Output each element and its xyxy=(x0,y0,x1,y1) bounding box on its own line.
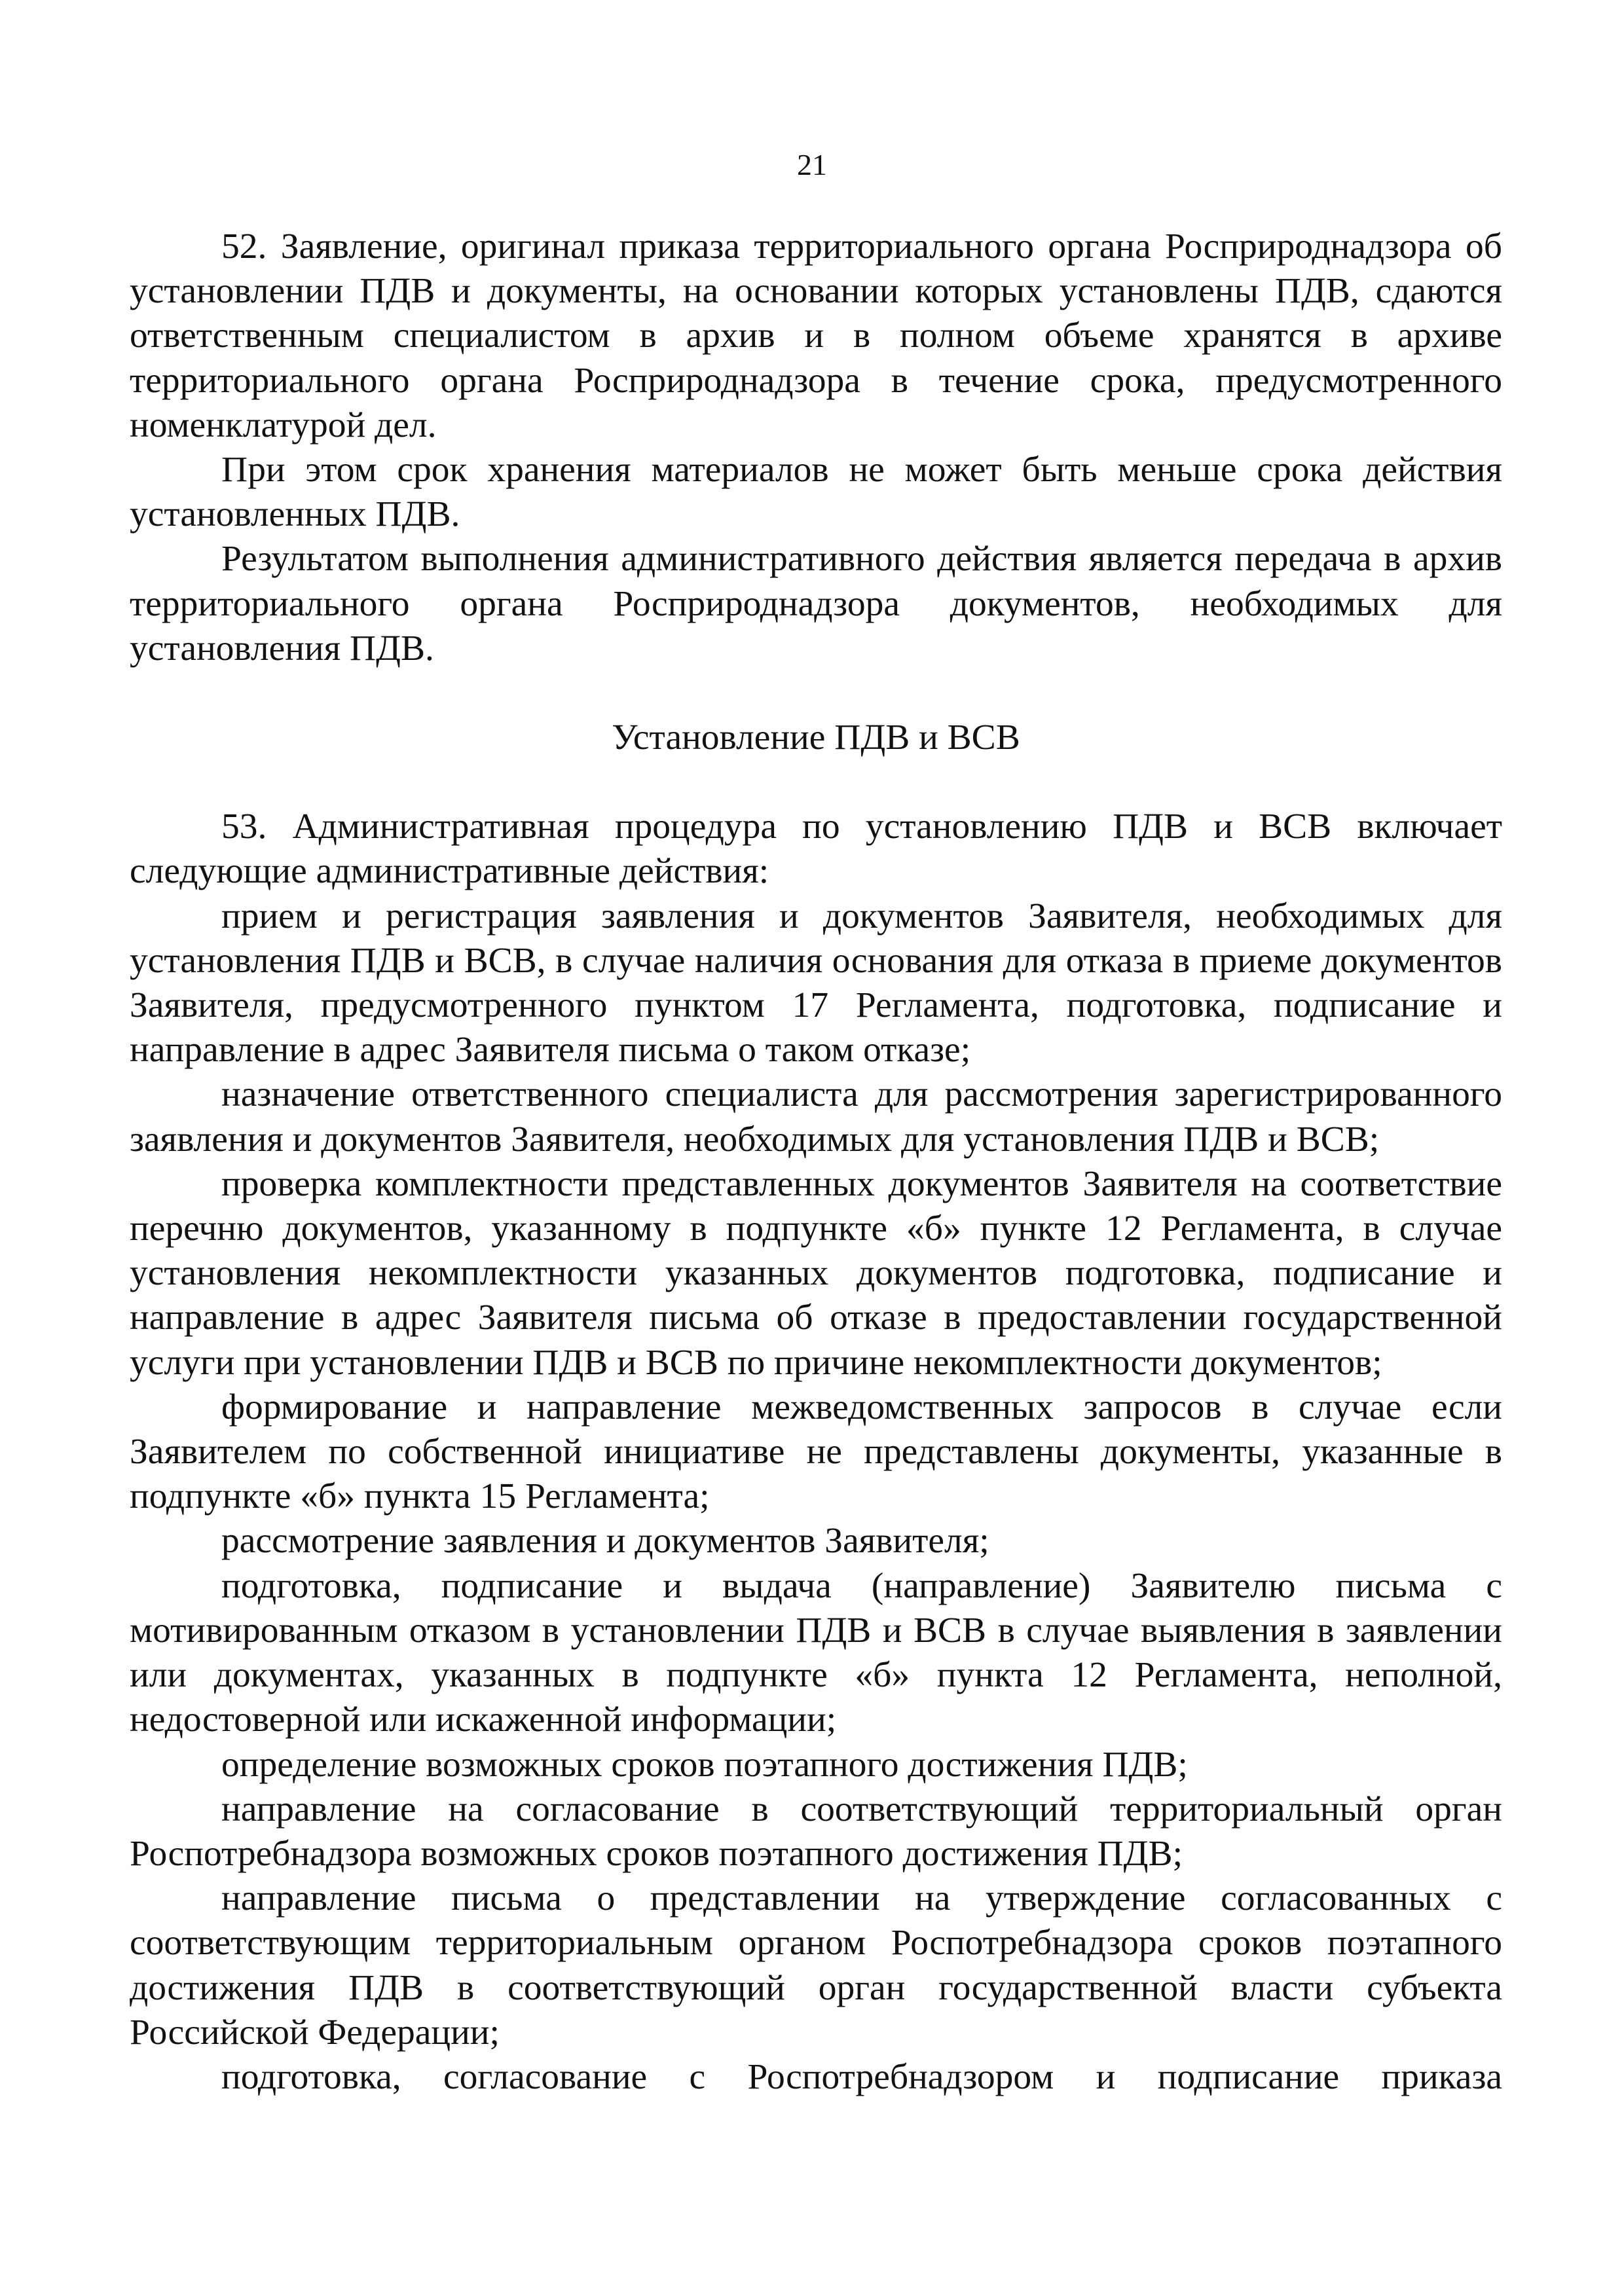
list-item-assignment: назначение ответственного специалиста для рассмотрения зарегистрированного заявления и документов Заявителя, необходимых для установления ПДВ и ВСВ; xyxy=(130,1074,1502,1159)
paragraph-52: 52. Заявление, оригинал приказа территориального органа Росприроднадзора об установлении ПДВ и документы, на основании которых установлены ПДВ, сдаются ответственным специалистом в архив и в полном объеме хранятся в архиве территориального органа Росприроднадзора в течение срока, предусмотренного номенклатурой дел. xyxy=(130,227,1502,445)
paragraph-result: Результатом выполнения административного действия является передача в архив территориального органа Росприроднадзора документов, необходимых для установления ПДВ. xyxy=(130,539,1502,668)
list-item-refusal-letter: подготовка, подписание и выдача (направление) Заявителю письма с мотивированным отказом в установлении ПДВ и ВСВ в случае выявления в заявлении или документах, указанных в подпункте «б» пункта 12 Регламента, неполной, недостоверной или искаженной информации; xyxy=(130,1565,1502,1740)
page-number: 21 xyxy=(797,148,827,181)
list-item-review: рассмотрение заявления и документов Заявителя; xyxy=(221,1521,989,1561)
list-item-approval-request: направление на согласование в соответствующий территориальный орган Роспотребнадзора возможных сроков поэтапного достижения ПДВ; xyxy=(130,1789,1502,1874)
list-item-submission-letter: направление письма о представлении на утверждение согласованных с соответствующим территориальным органом Роспотребнадзора сроков поэтапного достижения ПДВ в соответствующий орган государственной власти субъекта Российской Федерации; xyxy=(130,1878,1502,2052)
list-item-reception: прием и регистрация заявления и документов Заявителя, необходимых для установления ПДВ и ВСВ, в случае наличия основания для отказа в приеме документов Заявителя, предусмотренного пунктом 17 Регламента, подготовка, подписание и направление в адрес Заявителя письма о таком отказе; xyxy=(130,896,1502,1070)
paragraph-storage-term: При этом срок хранения материалов не может быть меньше срока действия установленных ПДВ. xyxy=(130,450,1502,535)
list-item-deadlines: определение возможных сроков поэтапного достижения ПДВ; xyxy=(221,1744,1188,1785)
list-item-completeness-check: проверка комплектности представленных документов Заявителя на соответствие перечню документов, указанному в подпункте «б» пункте 12 Регламента, в случае установления некомплектности указанных документов подготовка, подписание и направление в адрес Заявителя письма об отказе в предоставлении государственной услуги при установлении ПДВ и ВСВ по причине некомплектности документов; xyxy=(130,1163,1502,1383)
section-heading: Установление ПДВ и ВСВ xyxy=(612,718,1020,758)
list-item-order-preparation: подготовка, согласование с Роспотребнадзором и подписание приказа xyxy=(221,2056,1502,2097)
document-body xyxy=(130,225,1502,2100)
paragraph-53: 53. Административная процедура по установлению ПДВ и ВСВ включает следующие административные действия: xyxy=(130,807,1502,892)
list-item-interagency-requests: формирование и направление межведомственных запросов в случае если Заявителем по собственной инициативе не представлены документы, указанные в подпункте «б» пункта 15 Регламента; xyxy=(130,1387,1502,1517)
